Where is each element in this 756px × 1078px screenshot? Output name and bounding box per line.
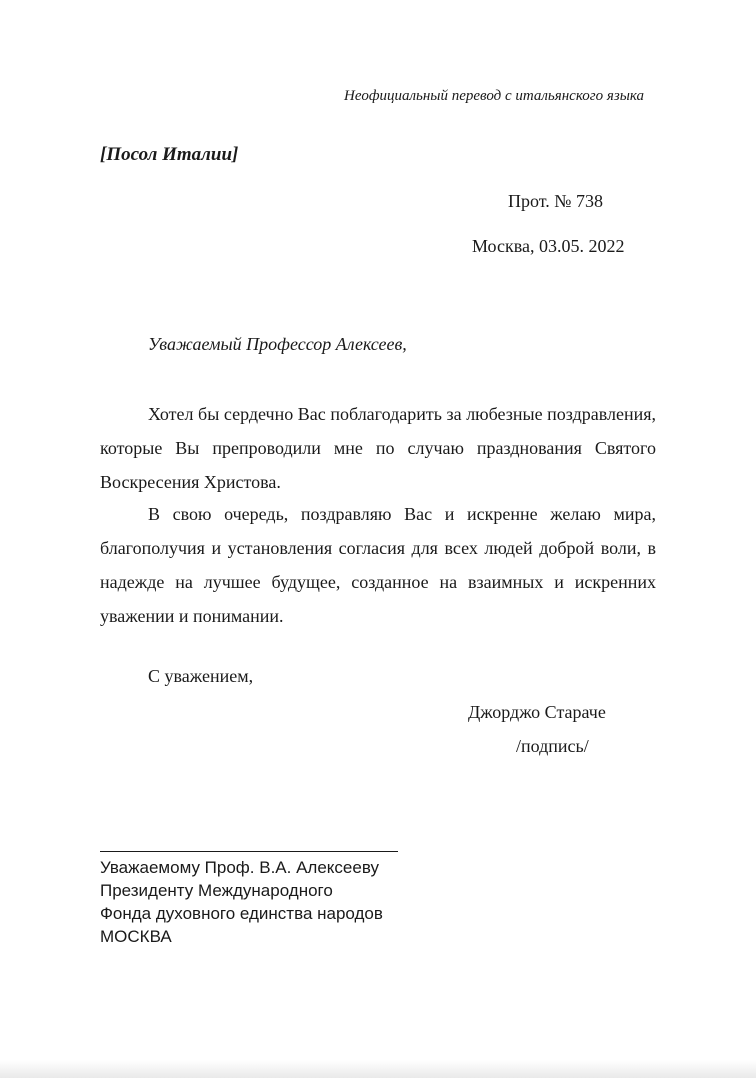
recipient-line: Уважаемому Проф. В.А. Алексееву [100,858,379,877]
sender-title: [Посол Италии] [100,144,239,165]
closing: С уважением, [148,666,254,686]
address-divider [100,851,398,852]
salutation: Уважаемый Профессор Алексеев, [148,334,407,354]
recipient-line: Президенту Международного [100,881,333,900]
translation-note: Неофициальный перевод с итальянского языка [344,88,644,104]
signature-mark: /подпись/ [516,736,589,756]
recipient-line: МОСКВА [100,927,172,946]
signer-name: Джорджо Стараче [468,702,606,722]
protocol-number: Прот. № 738 [508,191,603,211]
page-bottom-shadow [0,1060,756,1078]
body-paragraph-2: В свою очередь, поздравляю Вас и искренне желаю мира, благополучия и установления согласия для всех людей доброй воли, в надежде на лучшее будущее, созданное на взаимных и искренних уважении и понимании. [100,504,656,626]
body-paragraph-1: Хотел бы сердечно Вас поблагодарить за любезные поздравления, которые Вы препроводили мне по случаю празднования Святого Воскресения Христова. [100,404,656,492]
recipient-line: Фонда духовного единства народов [100,904,383,923]
place-date: Москва, 03.05. 2022 [472,236,625,256]
recipient-address [100,856,383,948]
